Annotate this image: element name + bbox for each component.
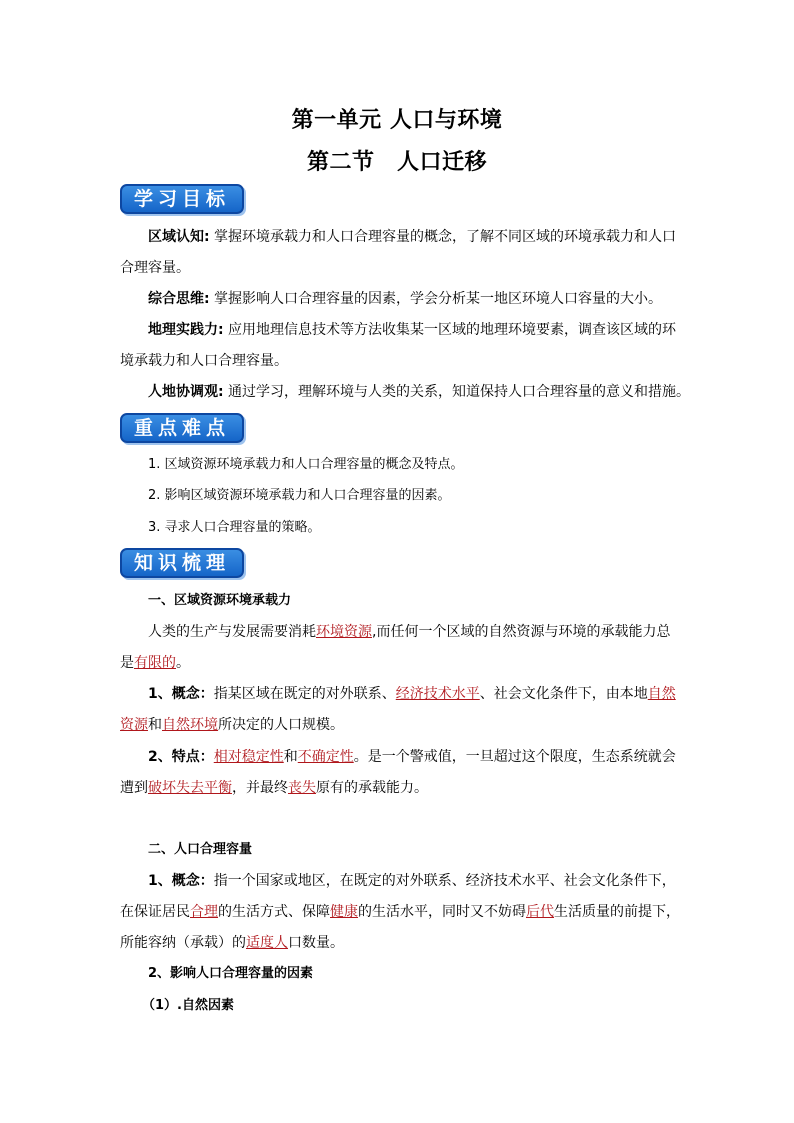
goal-1-line-a [120, 227, 704, 247]
answer-blank: 后代 [526, 904, 554, 920]
key-points-badge: 重点难点 [120, 413, 244, 443]
goal-3-label: 地理实践力: [148, 322, 224, 338]
goal-2-text: 掌握影响人口合理容量的因素，学会分析某一地区环境人口容量的大小。 [209, 291, 663, 307]
section-1-para-line-b: 是有限的。 [120, 655, 190, 671]
answer-blank: 健康 [330, 904, 358, 920]
answer-blank: 相对稳定性 [213, 749, 284, 765]
concept-line-b: 资源和自然环境所决定的人口规模。 [120, 717, 344, 733]
feature-line-a: 2、特点：相对稳定性和不确定性。是一个警戒值，一旦超过这个限度，生态系统就会 [148, 749, 676, 765]
answer-blank: 丧失 [288, 780, 316, 796]
answer-blank: 环境资源 [316, 624, 372, 640]
answer-blank: 不确定性 [297, 749, 354, 765]
s2-concept-line-b: 在保证居民合理的生活方式、保障健康的生活水平，同时又不妨碍后代生活质量的前提下， [120, 904, 680, 920]
section-1-heading: 一、区域资源环境承载力 [148, 593, 292, 608]
answer-blank: 合理 [190, 904, 218, 920]
goal-1-line-b: 合理容量。 [120, 260, 190, 276]
goal-2-label: 综合思维: [148, 291, 210, 307]
key-point-2: 2. 影响区域资源环境承载力和人口合理容量的因素。 [148, 488, 451, 503]
concept-label: 1、概念： [148, 686, 214, 702]
answer-blank: 经济技术水平 [395, 686, 480, 702]
answer-blank: 适度人 [246, 935, 288, 951]
answer-blank: 自然 [647, 686, 676, 702]
answer-blank: 有限的 [134, 655, 176, 671]
key-point-1: 1. 区域资源环境承载力和人口合理容量的概念及特点。 [148, 457, 464, 472]
factors-heading: 2、影响人口合理容量的因素 [148, 966, 314, 981]
goal-1-text: 掌握环境承载力和人口合理容量的概念，了解不同区域的环境承载力和人口 [209, 229, 677, 245]
goal-4-line [120, 382, 704, 402]
goal-2-line [120, 289, 704, 309]
goals-badge: 学习目标 [120, 184, 244, 214]
section-2-heading: 二、人口合理容量 [148, 842, 253, 857]
goal-3-line-b: 境承载力和人口合理容量。 [120, 353, 288, 369]
answer-blank: 破坏失去平衡 [148, 780, 232, 796]
natural-factors-heading: （1）.自然因素 [142, 998, 234, 1013]
feature-line-b: 遭到破坏失去平衡，并最终丧失原有的承载能力。 [120, 780, 428, 796]
s2-concept-line-c: 所能容纳（承载）的适度人口数量。 [120, 935, 344, 951]
goal-3-text: 应用地理信息技术等方法收集某一区域的地理环境要素，调查该区域的环 [223, 322, 677, 338]
section-1-para-line-a: 人类的生产与发展需要消耗环境资源,而任何一个区域的自然资源与环境的承载能力总 [148, 624, 671, 640]
goal-1-label: 区域认知: [148, 229, 210, 245]
goal-4-text: 通过学习，理解环境与人类的关系，知道保持人口合理容量的意义和措施。 [223, 384, 691, 400]
feature-label: 2、特点： [148, 749, 214, 765]
unit-title: 第一单元 人口与环境 [291, 107, 503, 133]
s2-concept-line-a: 1、概念：指一个国家或地区，在既定的对外联系、经济技术水平、社会文化条件下， [148, 873, 676, 889]
concept-line-a: 1、概念：指某区域在既定的对外联系、经济技术水平、社会文化条件下，由本地自然 [148, 686, 676, 702]
knowledge-badge: 知识梳理 [120, 548, 244, 578]
section-title: 第二节 人口迁移 [306, 149, 487, 175]
answer-blank: 自然环境 [162, 717, 218, 733]
goal-4-label: 人地协调观: [148, 384, 224, 400]
key-point-3: 3. 寻求人口合理容量的策略。 [148, 520, 321, 535]
answer-blank: 资源 [120, 717, 148, 733]
s2-concept-label: 1、概念： [148, 873, 214, 889]
goal-3-line-a [120, 320, 704, 340]
